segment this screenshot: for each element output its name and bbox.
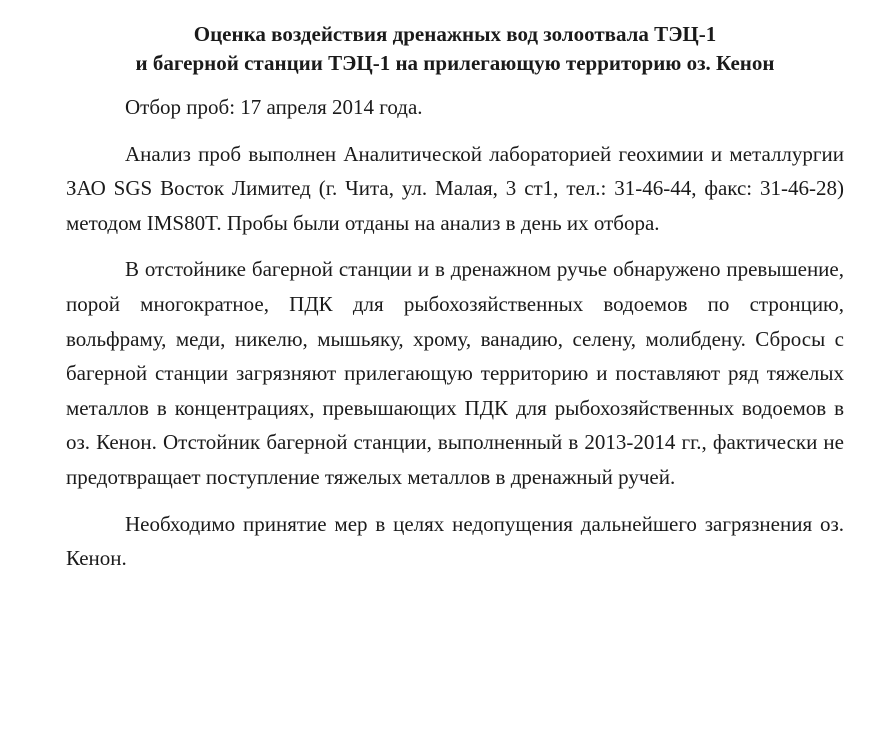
title-line-1: Оценка воздействия дренажных вод золоотвала ТЭЦ-1 bbox=[193, 22, 717, 46]
paragraph-conclusion: Необходимо принятие мер в целях недопущения дальнейшего загрязнения оз. Кенон. bbox=[66, 511, 844, 571]
title-line-2: и багерной станции ТЭЦ-1 на прилегающую территорию оз. Кенон bbox=[135, 51, 775, 75]
document-title bbox=[66, 20, 844, 78]
paragraph-analysis: Анализ проб выполнен Аналитической лабораторией геохимии и металлургии ЗАО SGS Восток Лимитед (г. Чита, ул. Малая, 3 ст1, тел.: 31-46-44, факс: 31-46-28) методом IMS80T. Пробы были отданы на анализ в день их отбора. bbox=[66, 141, 844, 235]
paragraph-findings: В отстойнике багерной станции и в дренажном ручье обнаружено превышение, порой многократное, ПДК для рыбохозяйственных водоемов по стронцию, вольфраму, меди, никелю, мышьяку, хрому, ванадию, селену, молибдену. Сбросы с багерной станции загрязняют прилегающую территорию и поставляют ряд тяжелых металлов в концентрациях, превышающих ПДК для рыбохозяйственных водоемов в оз. Кенон. Отстойник багерной станции, выполненный в 2013-2014 гг., фактически не предотвращает поступление тяжелых металлов в дренажный ручей. bbox=[66, 257, 844, 489]
paragraph-sampling-date: Отбор проб: 17 апреля 2014 года. bbox=[125, 95, 423, 119]
